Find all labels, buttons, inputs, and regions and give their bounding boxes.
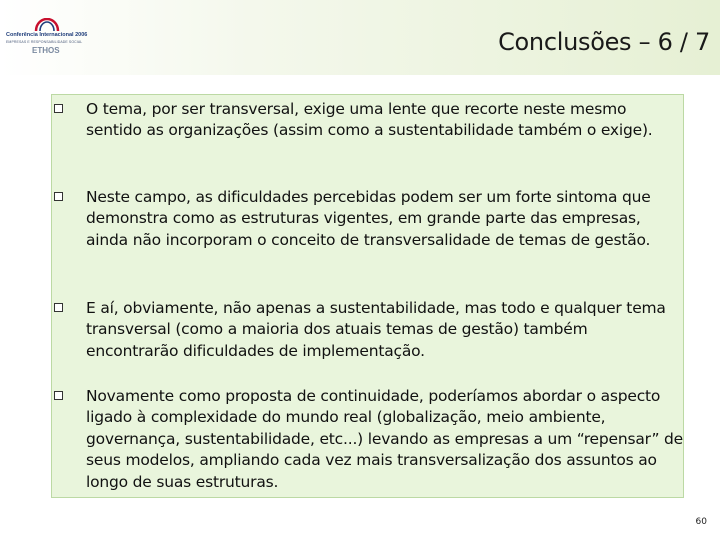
bullet-text: O tema, por ser transversal, exige uma lente que recorte neste mesmo sentido as organizações (assim como a sustentabilidade também o exige). bbox=[86, 100, 653, 140]
checkbox-bullet-icon bbox=[54, 192, 63, 201]
logo-conference-text: Conferência Internacional 2006 bbox=[6, 32, 88, 38]
bullet-text: E aí, obviamente, não apenas a sustentabilidade, mas todo e qualquer tema transversal (como a maioria dos atuais temas de gestão) também encontrarão dificuldades de implementação. bbox=[86, 299, 666, 360]
logo-ethos-text: ETHOS bbox=[32, 46, 60, 55]
checkbox-bullet-icon bbox=[54, 303, 63, 312]
logo-subtitle-text: EMPRESAS E RESPONSABILIDADE SOCIAL bbox=[6, 40, 83, 44]
ethos-conference-logo-icon bbox=[6, 18, 88, 32]
bullet-text: Novamente como proposta de continuidade, poderíamos abordar o aspecto ligado à complexidade do mundo real (globalização, meio ambiente, governança, sustentabilidade, etc...) levando as empresas a um “repensar” de seus modelos, ampliando cada vez mais transversalização dos assuntos ao longo de suas estruturas. bbox=[86, 387, 684, 491]
bullet-text: Neste campo, as dificuldades percebidas podem ser um forte sintoma que demonstra como as estruturas vigentes, em grande parte das empresas, ainda não incorporam o conceito de transversalidade de temas de gestão. bbox=[86, 188, 651, 249]
slide-title: Conclusões – 6 / 7 bbox=[498, 28, 710, 56]
checkbox-bullet-icon bbox=[54, 104, 63, 113]
checkbox-bullet-icon bbox=[54, 391, 63, 400]
page-number: 60 bbox=[695, 517, 707, 527]
conference-logo bbox=[6, 18, 88, 68]
